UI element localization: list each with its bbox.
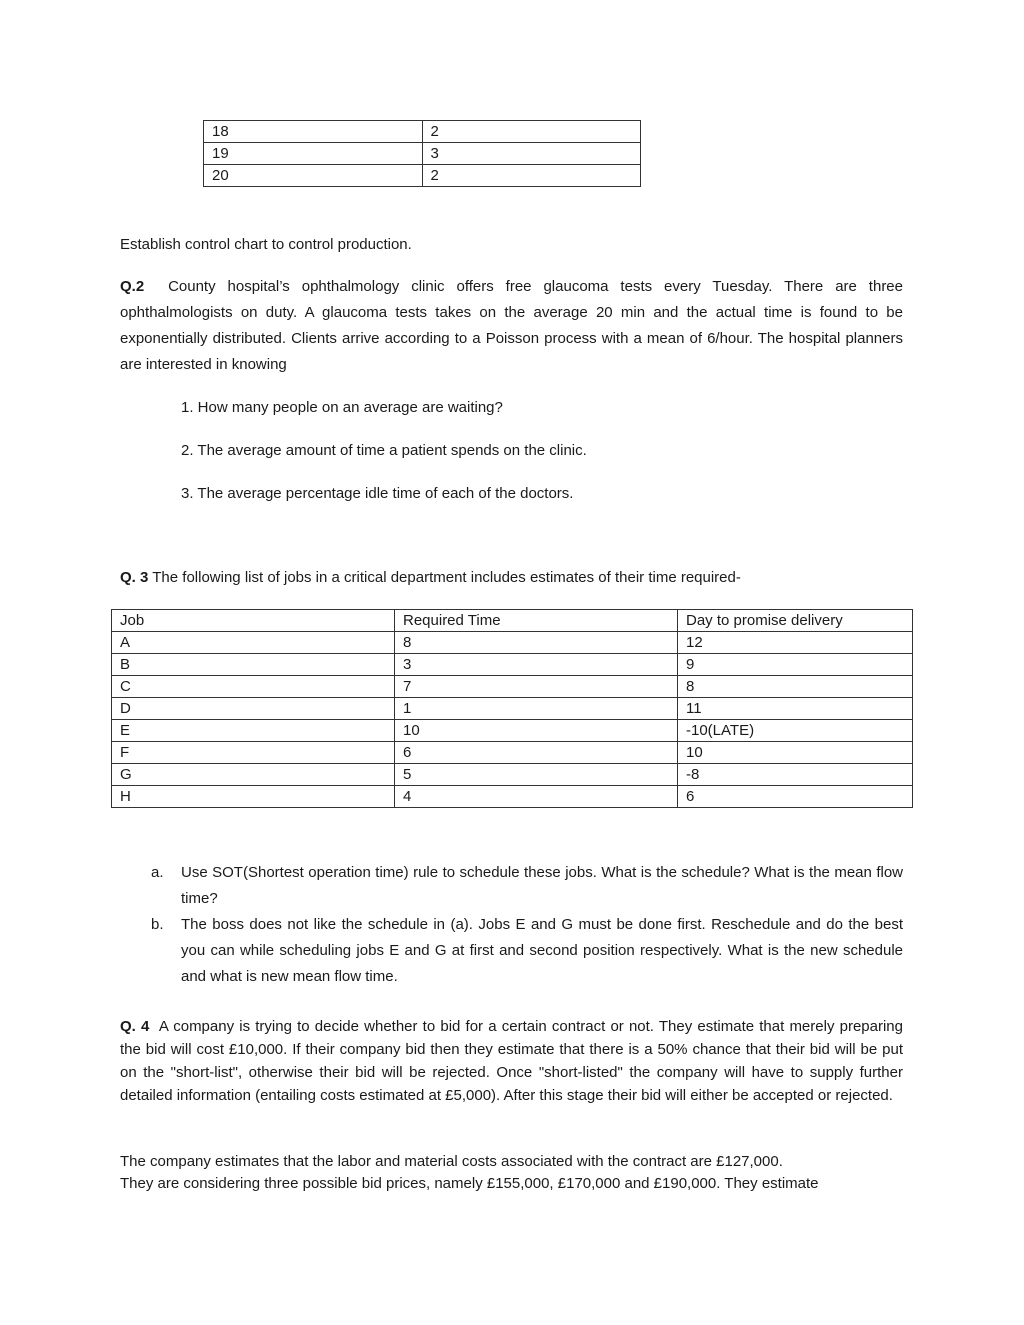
part-a-text: Use SOT(Shortest operation time) rule to schedule these jobs. What is the schedule? What is the mean flow time? xyxy=(181,864,903,907)
table-cell: E xyxy=(112,720,395,742)
table-cell: 3 xyxy=(422,143,641,165)
question-2-label: Q.2 xyxy=(120,278,145,295)
table-cell: 8 xyxy=(678,676,913,698)
question-3-part-b xyxy=(120,912,903,990)
table-row xyxy=(112,720,913,742)
table-cell: 6 xyxy=(395,742,678,764)
table-cell: 1 xyxy=(395,698,678,720)
table-row xyxy=(204,165,641,187)
data-table-top xyxy=(203,120,641,187)
table-cell: 8 xyxy=(395,632,678,654)
question-2-paragraph xyxy=(120,274,903,378)
table-cell: H xyxy=(112,786,395,808)
control-chart-instruction: Establish control chart to control production. xyxy=(120,236,412,253)
question-3-text: The following list of jobs in a critical department includes estimates of their time required- xyxy=(152,569,741,586)
question-2-item-2: 2. The average amount of time a patient spends on the clinic. xyxy=(181,442,587,459)
table-header-row xyxy=(112,610,913,632)
question-2-item-1: 1. How many people on an average are waiting? xyxy=(181,399,503,416)
table-cell: 11 xyxy=(678,698,913,720)
table-cell: -8 xyxy=(678,764,913,786)
part-a-marker: a. xyxy=(151,864,164,881)
table-cell: 10 xyxy=(395,720,678,742)
table-cell: 20 xyxy=(204,165,423,187)
question-2-item-3: 3. The average percentage idle time of each of the doctors. xyxy=(181,485,574,502)
question-4-costs-line: The company estimates that the labor and material costs associated with the contract are £127,000. xyxy=(120,1153,783,1170)
table-row xyxy=(112,676,913,698)
question-4-label: Q. 4 xyxy=(120,1018,150,1035)
question-4-text: A company is trying to decide whether to bid for a certain contract or not. They estimate that merely preparing the bid will cost £10,000. If their company bid then they estimate that there is a 50% chance that their bid will be put on the "short-list", otherwise their bid will be rejected. Once "short-listed" the company will have to supply further detailed information (entailing costs estimated at £5,000). After this stage their bid will either be accepted or rejected. xyxy=(120,1018,903,1104)
column-header-delivery-day: Day to promise delivery xyxy=(678,610,913,632)
table-cell: 7 xyxy=(395,676,678,698)
table-row xyxy=(112,654,913,676)
table-row xyxy=(112,742,913,764)
table-row xyxy=(112,632,913,654)
table-cell: 18 xyxy=(204,121,423,143)
jobs-table xyxy=(111,609,913,808)
table-cell: -10(LATE) xyxy=(678,720,913,742)
table-cell: 2 xyxy=(422,121,641,143)
table-row xyxy=(112,786,913,808)
table-cell: C xyxy=(112,676,395,698)
table-cell: D xyxy=(112,698,395,720)
table-row xyxy=(112,764,913,786)
question-3-part-a xyxy=(120,860,903,912)
table-cell: A xyxy=(112,632,395,654)
table-row xyxy=(112,698,913,720)
table-cell: 2 xyxy=(422,165,641,187)
table-cell: 19 xyxy=(204,143,423,165)
table-cell: 9 xyxy=(678,654,913,676)
column-header-required-time: Required Time xyxy=(395,610,678,632)
column-header-job: Job xyxy=(112,610,395,632)
table-cell: 12 xyxy=(678,632,913,654)
question-4-bids-line: They are considering three possible bid prices, namely £155,000, £170,000 and £190,000. They estimate xyxy=(120,1175,819,1192)
table-row xyxy=(204,121,641,143)
table-cell: 4 xyxy=(395,786,678,808)
table-cell: 6 xyxy=(678,786,913,808)
table-cell: 3 xyxy=(395,654,678,676)
question-3-label: Q. 3 xyxy=(120,569,149,586)
table-cell: F xyxy=(112,742,395,764)
table-cell: B xyxy=(112,654,395,676)
question-2-text: County hospital’s ophthalmology clinic offers free glaucoma tests every Tuesday. There are three ophthalmologists on duty. A glaucoma tests takes on the average 20 min and the actual time is found to be exponentially distributed. Clients arrive according to a Poisson process with a mean of 6/hour. The hospital planners are interested in knowing xyxy=(120,278,903,373)
question-4-paragraph xyxy=(120,1015,903,1107)
part-b-marker: b. xyxy=(151,916,164,933)
table-cell: 5 xyxy=(395,764,678,786)
table-cell: 10 xyxy=(678,742,913,764)
table-cell: G xyxy=(112,764,395,786)
question-3-paragraph xyxy=(120,565,903,591)
table-row xyxy=(204,143,641,165)
part-b-text: The boss does not like the schedule in (a). Jobs E and G must be done first. Reschedule and do the best you can while scheduling jobs E and G at first and second position respectively. What is the new schedule and what is new mean flow time. xyxy=(181,916,903,985)
